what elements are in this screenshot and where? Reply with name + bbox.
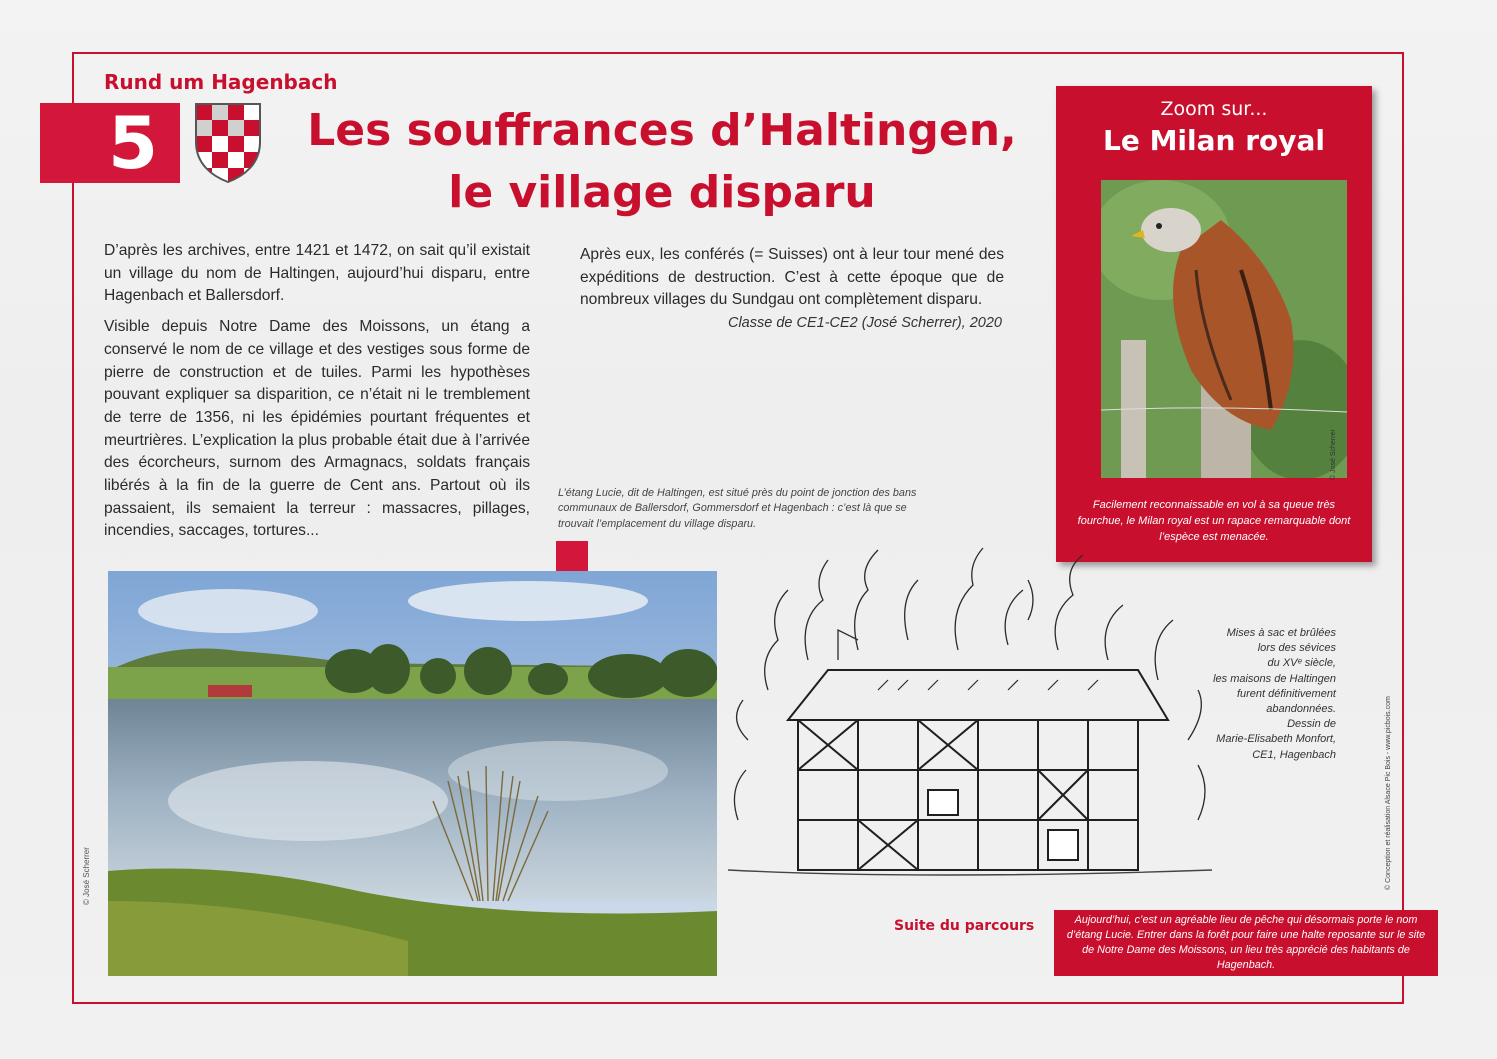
- drawing-caption-line: Mises à sac et brûlées: [1226, 627, 1336, 639]
- body-column-right: [580, 244, 1004, 312]
- body-credit: Classe de CE1-CE2 (José Scherrer), 2020: [727, 315, 1002, 331]
- drawing-caption-line: abandonnées.: [1266, 703, 1336, 716]
- coat-of-arms-icon: [192, 100, 264, 184]
- body-column-left: [104, 240, 530, 551]
- sidebar-caption: Facilement reconnaissable en vol à sa queue très fourchue, le Milan royal est un rapace remarquable dont l’espèce est menacée.: [1077, 499, 1351, 543]
- drawing-caption-line: Dessin de: [1287, 718, 1336, 731]
- suite-parcours-label: Suite du parcours: [894, 918, 1035, 934]
- drawing-caption-line: du XVᵉ siècle,: [1267, 657, 1336, 670]
- body-paragraph-2: Visible depuis Notre Dame des Moissons, un étang a conservé le nom de ce village et des vestiges sous forme de pierre de construction et de tuiles. Parmi les hypothèses pouvant expliquer sa disparition, ce n’était ni le tremblement de terre de 1356, ni les épidémies pourtant fréquentes et meurtrières. L’explication la plus probable était due à l’arrivée des écorcheurs, surnom des Armagnacs, soldats français libérés à la fin de la guerre de Cent ans. Partout où ils passaient, ils semaient la terreur : massacres, pillages, incendies, saccages, tortures...: [104, 318, 530, 540]
- drawing-caption-line: Marie-Elisabeth Monfort,: [1216, 733, 1336, 746]
- drawing-caption: [1188, 626, 1336, 763]
- drawing-caption-line: lors des sévices: [1257, 642, 1336, 655]
- photo-credit: © José Scherrer: [82, 847, 91, 905]
- drawing-caption-line: furent définitivement: [1236, 687, 1336, 700]
- drawing-caption-line: CE1, Hagenbach: [1252, 748, 1336, 761]
- sidebar-image-credit: © José Scherrer: [1330, 429, 1337, 480]
- burning-house-drawing: [728, 540, 1212, 892]
- page-title: [282, 100, 1042, 224]
- milan-royal-painting: [1101, 180, 1347, 478]
- drawing-caption-line: les maisons de Haltingen: [1213, 672, 1336, 685]
- body-paragraph-1: D’après les archives, entre 1421 et 1472, on sait qu’il existait un village du nom de Haltingen, aujourd’hui disparu, entre Hagenbach et Ballersdorf.: [104, 242, 530, 305]
- station-number: 5: [108, 101, 159, 185]
- title-line-2: le village disparu: [448, 167, 876, 218]
- sidebar-heading: Le Milan royal: [1102, 124, 1325, 157]
- caption-marker: [556, 541, 588, 571]
- suite-parcours-text: Aujourd’hui, c’est un agréable lieu de pêche qui désormais porte le nom d’étang Lucie. Entrer dans la forêt pour faire une halte reposante sur le site de Notre Dame des Moissons, un lieu très apprécié des habitants de Hagenbach.: [1066, 914, 1426, 971]
- route-label: Rund um Hagenbach: [104, 70, 338, 94]
- concept-credit: © Conception et réalisation Alsace Pic Bois - www.picbois.com: [1385, 696, 1392, 890]
- lake-photo: [108, 571, 717, 976]
- body-paragraph-3: Après eux, les conférés (= Suisses) ont à leur tour mené des expéditions de destruction. C’est à cette époque que de nombreux villages du Sundgau ont complètement disparu.: [580, 246, 1004, 309]
- photo-caption: L’étang Lucie, dit de Haltingen, est situé près du point de jonction des bans communaux de Ballersdorf, Gommersdorf et Hagenbach : c’est là que se trouvait l’emplacement du village disparu.: [558, 487, 917, 530]
- title-line-1: Les souffrances d’Haltingen,: [307, 105, 1017, 156]
- sidebar-zoom-label: Zoom sur...: [1160, 98, 1268, 120]
